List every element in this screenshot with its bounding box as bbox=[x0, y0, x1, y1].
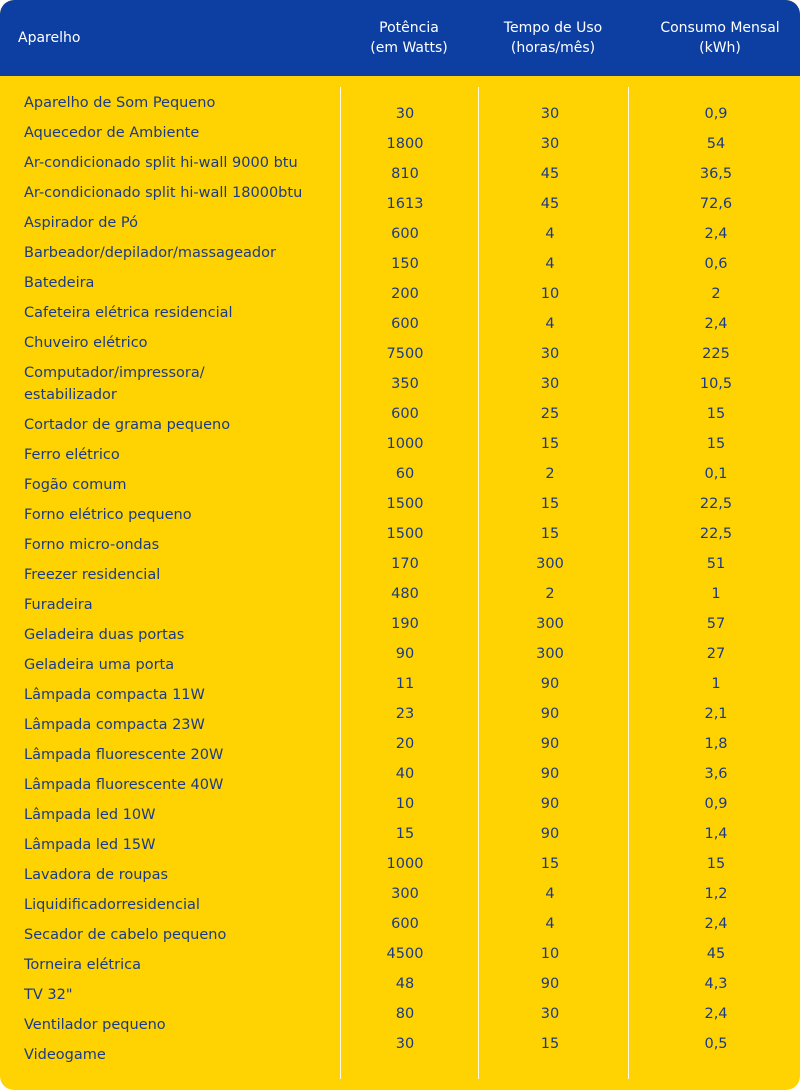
monthly-consumption-value: 15 bbox=[706, 436, 726, 452]
table-row bbox=[340, 701, 800, 731]
table-row bbox=[340, 401, 800, 431]
table-row bbox=[340, 311, 800, 341]
monthly-consumption-value: 0,9 bbox=[704, 796, 728, 812]
appliance-name: Geladeira duas portas bbox=[24, 627, 185, 643]
table-row bbox=[340, 131, 800, 161]
usage-time-value: 90 bbox=[540, 796, 560, 812]
header-power-line2: (em Watts) bbox=[370, 40, 448, 56]
appliance-name: Ar-condicionado split hi-wall 18000btu bbox=[24, 185, 303, 201]
power-value: 90 bbox=[395, 646, 415, 662]
usage-time-value: 4 bbox=[545, 316, 555, 332]
power-value: 30 bbox=[395, 106, 415, 122]
table-row bbox=[340, 431, 800, 461]
power-value: 600 bbox=[391, 316, 419, 332]
power-value: 1500 bbox=[386, 496, 424, 512]
table-row bbox=[340, 251, 800, 281]
appliance-name: Lavadora de roupas bbox=[24, 867, 169, 883]
monthly-consumption-value: 1,8 bbox=[704, 736, 728, 752]
appliance-name-line1: Computador/impressora/ bbox=[24, 365, 205, 381]
power-value: 60 bbox=[395, 466, 415, 482]
table-row bbox=[340, 371, 800, 401]
power-value: 300 bbox=[391, 886, 419, 902]
monthly-consumption-value: 51 bbox=[706, 556, 726, 572]
power-value: 600 bbox=[391, 406, 419, 422]
monthly-consumption-value: 1 bbox=[711, 676, 721, 692]
monthly-consumption-value: 57 bbox=[706, 616, 726, 632]
usage-time-value: 15 bbox=[540, 526, 560, 542]
power-value: 7500 bbox=[386, 346, 424, 362]
usage-time-value: 90 bbox=[540, 766, 560, 782]
monthly-consumption-value: 2,4 bbox=[704, 1006, 728, 1022]
appliance-name: Chuveiro elétrico bbox=[24, 335, 148, 351]
appliance-name: Forno elétrico pequeno bbox=[24, 507, 192, 523]
appliance-name: Batedeira bbox=[24, 275, 95, 291]
monthly-consumption-value: 2,4 bbox=[704, 226, 728, 242]
appliance-name bbox=[24, 362, 324, 406]
monthly-consumption-value: 22,5 bbox=[699, 496, 733, 512]
usage-time-value: 45 bbox=[540, 166, 560, 182]
monthly-consumption-value: 3,6 bbox=[704, 766, 728, 782]
usage-time-value: 45 bbox=[540, 196, 560, 212]
monthly-consumption-value: 2,4 bbox=[704, 316, 728, 332]
usage-time-value: 2 bbox=[545, 586, 555, 602]
monthly-consumption-value: 2 bbox=[711, 286, 721, 302]
monthly-consumption-value: 2,4 bbox=[704, 916, 728, 932]
monthly-consumption-value: 2,1 bbox=[704, 706, 728, 722]
monthly-consumption-value: 0,1 bbox=[704, 466, 728, 482]
appliance-name: Liquidificadorresidencial bbox=[24, 897, 200, 913]
monthly-consumption-value: 22,5 bbox=[699, 526, 733, 542]
monthly-consumption-value: 1 bbox=[711, 586, 721, 602]
usage-time-value: 300 bbox=[536, 616, 564, 632]
table-row bbox=[340, 731, 800, 761]
usage-time-value: 10 bbox=[540, 286, 560, 302]
usage-time-value: 300 bbox=[536, 556, 564, 572]
power-value: 11 bbox=[395, 676, 415, 692]
appliance-name: Lâmpada led 10W bbox=[24, 807, 156, 823]
table-row bbox=[340, 821, 800, 851]
table-row bbox=[340, 491, 800, 521]
header-appliance: Aparelho bbox=[18, 30, 81, 46]
usage-time-value: 15 bbox=[540, 436, 560, 452]
table-row bbox=[340, 461, 800, 491]
appliance-name: Lâmpada compacta 11W bbox=[24, 687, 205, 703]
monthly-consumption-value: 27 bbox=[706, 646, 726, 662]
usage-time-value: 25 bbox=[540, 406, 560, 422]
header-time-line2: (horas/mês) bbox=[510, 40, 596, 56]
appliance-name: Ventilador pequeno bbox=[24, 1017, 166, 1033]
table-row bbox=[340, 101, 800, 131]
usage-time-value: 2 bbox=[545, 466, 555, 482]
table-row bbox=[340, 281, 800, 311]
table-row bbox=[340, 851, 800, 881]
header-consumption-line1: Consumo Mensal bbox=[660, 20, 780, 36]
appliance-name: Furadeira bbox=[24, 597, 93, 613]
monthly-consumption-value: 0,5 bbox=[704, 1036, 728, 1052]
power-value: 4500 bbox=[386, 946, 424, 962]
power-value: 80 bbox=[395, 1006, 415, 1022]
power-value: 1000 bbox=[386, 856, 424, 872]
usage-time-value: 90 bbox=[540, 826, 560, 842]
usage-time-value: 4 bbox=[545, 886, 555, 902]
monthly-consumption-value: 54 bbox=[706, 136, 726, 152]
appliance-name-line2: estabilizador bbox=[24, 387, 117, 403]
usage-time-value: 4 bbox=[545, 916, 555, 932]
table-row bbox=[340, 341, 800, 371]
values-columns bbox=[340, 101, 800, 1061]
usage-time-value: 15 bbox=[540, 1036, 560, 1052]
table-row bbox=[340, 611, 800, 641]
appliance-name: Ar-condicionado split hi-wall 9000 btu bbox=[24, 155, 298, 171]
appliance-name: TV 32" bbox=[24, 987, 73, 1003]
usage-time-value: 90 bbox=[540, 676, 560, 692]
header-time-line1: Tempo de Uso bbox=[503, 20, 603, 36]
table-row bbox=[340, 641, 800, 671]
monthly-consumption-value: 1,4 bbox=[704, 826, 728, 842]
power-value: 170 bbox=[391, 556, 419, 572]
power-value: 40 bbox=[395, 766, 415, 782]
appliance-name: Cafeteira elétrica residencial bbox=[24, 305, 233, 321]
usage-time-value: 15 bbox=[540, 496, 560, 512]
usage-time-value: 30 bbox=[540, 346, 560, 362]
table-row bbox=[340, 191, 800, 221]
monthly-consumption-value: 45 bbox=[706, 946, 726, 962]
appliance-name: Videogame bbox=[24, 1047, 106, 1063]
monthly-consumption-value: 15 bbox=[706, 406, 726, 422]
power-value: 200 bbox=[391, 286, 419, 302]
usage-time-value: 30 bbox=[540, 376, 560, 392]
table-row bbox=[340, 911, 800, 941]
appliance-name: Torneira elétrica bbox=[24, 957, 141, 973]
table-row bbox=[340, 581, 800, 611]
usage-time-value: 90 bbox=[540, 976, 560, 992]
usage-time-value: 15 bbox=[540, 856, 560, 872]
power-value: 600 bbox=[391, 226, 419, 242]
monthly-consumption-value: 225 bbox=[702, 346, 730, 362]
monthly-consumption-value: 15 bbox=[706, 856, 726, 872]
table-header bbox=[0, 0, 800, 76]
power-value: 600 bbox=[391, 916, 419, 932]
power-value: 480 bbox=[391, 586, 419, 602]
appliance-name: Lâmpada fluorescente 20W bbox=[24, 747, 224, 763]
table-row bbox=[340, 551, 800, 581]
usage-time-value: 30 bbox=[540, 106, 560, 122]
power-value: 1000 bbox=[386, 436, 424, 452]
monthly-consumption-value: 10,5 bbox=[699, 376, 733, 392]
header-consumption-line2: (kWh) bbox=[699, 40, 741, 56]
power-value: 350 bbox=[391, 376, 419, 392]
power-value: 15 bbox=[395, 826, 415, 842]
monthly-consumption-value: 0,6 bbox=[704, 256, 728, 272]
power-value: 23 bbox=[395, 706, 415, 722]
appliance-name: Aquecedor de Ambiente bbox=[24, 125, 200, 141]
appliance-name: Aspirador de Pó bbox=[24, 215, 139, 231]
appliance-name: Forno micro-ondas bbox=[24, 537, 160, 553]
appliance-name: Lâmpada led 15W bbox=[24, 837, 156, 853]
table-row bbox=[340, 671, 800, 701]
header-time bbox=[478, 0, 628, 76]
appliance-name: Cortador de grama pequeno bbox=[24, 417, 231, 433]
table-row bbox=[340, 761, 800, 791]
power-value: 20 bbox=[395, 736, 415, 752]
power-value: 1800 bbox=[386, 136, 424, 152]
usage-time-value: 30 bbox=[540, 1006, 560, 1022]
table-row bbox=[340, 971, 800, 1001]
monthly-consumption-value: 4,3 bbox=[704, 976, 728, 992]
usage-time-value: 30 bbox=[540, 136, 560, 152]
header-consumption bbox=[628, 0, 800, 76]
usage-time-value: 4 bbox=[545, 256, 555, 272]
power-value: 10 bbox=[395, 796, 415, 812]
usage-time-value: 300 bbox=[536, 646, 564, 662]
power-value: 150 bbox=[391, 256, 419, 272]
appliance-name: Secador de cabelo pequeno bbox=[24, 927, 227, 943]
power-value: 1500 bbox=[386, 526, 424, 542]
power-value: 810 bbox=[391, 166, 419, 182]
appliance-name: Barbeador/depilador/massageador bbox=[24, 245, 276, 261]
appliance-name: Ferro elétrico bbox=[24, 447, 120, 463]
monthly-consumption-value: 0,9 bbox=[704, 106, 728, 122]
appliance-name: Lâmpada fluorescente 40W bbox=[24, 777, 224, 793]
monthly-consumption-value: 72,6 bbox=[699, 196, 733, 212]
header-power-line1: Potência bbox=[379, 20, 439, 36]
appliance-name: Fogão comum bbox=[24, 477, 127, 493]
table-row bbox=[340, 1001, 800, 1031]
usage-time-value: 10 bbox=[540, 946, 560, 962]
appliance-name: Aparelho de Som Pequeno bbox=[24, 95, 216, 111]
table-row bbox=[340, 881, 800, 911]
table-row bbox=[340, 1031, 800, 1061]
header-power bbox=[340, 0, 478, 76]
table-row bbox=[340, 791, 800, 821]
usage-time-value: 4 bbox=[545, 226, 555, 242]
monthly-consumption-value: 1,2 bbox=[704, 886, 728, 902]
usage-time-value: 90 bbox=[540, 706, 560, 722]
table-row bbox=[340, 221, 800, 251]
power-value: 48 bbox=[395, 976, 415, 992]
power-value: 190 bbox=[391, 616, 419, 632]
power-value: 30 bbox=[395, 1036, 415, 1052]
appliance-name: Lâmpada compacta 23W bbox=[24, 717, 205, 733]
table-row bbox=[340, 521, 800, 551]
monthly-consumption-value: 36,5 bbox=[699, 166, 733, 182]
power-value: 1613 bbox=[386, 196, 424, 212]
usage-time-value: 90 bbox=[540, 736, 560, 752]
table-row bbox=[340, 941, 800, 971]
appliance-name: Freezer residencial bbox=[24, 567, 161, 583]
table-row bbox=[340, 161, 800, 191]
appliance-column bbox=[24, 92, 324, 1074]
appliance-name: Geladeira uma porta bbox=[24, 657, 175, 673]
